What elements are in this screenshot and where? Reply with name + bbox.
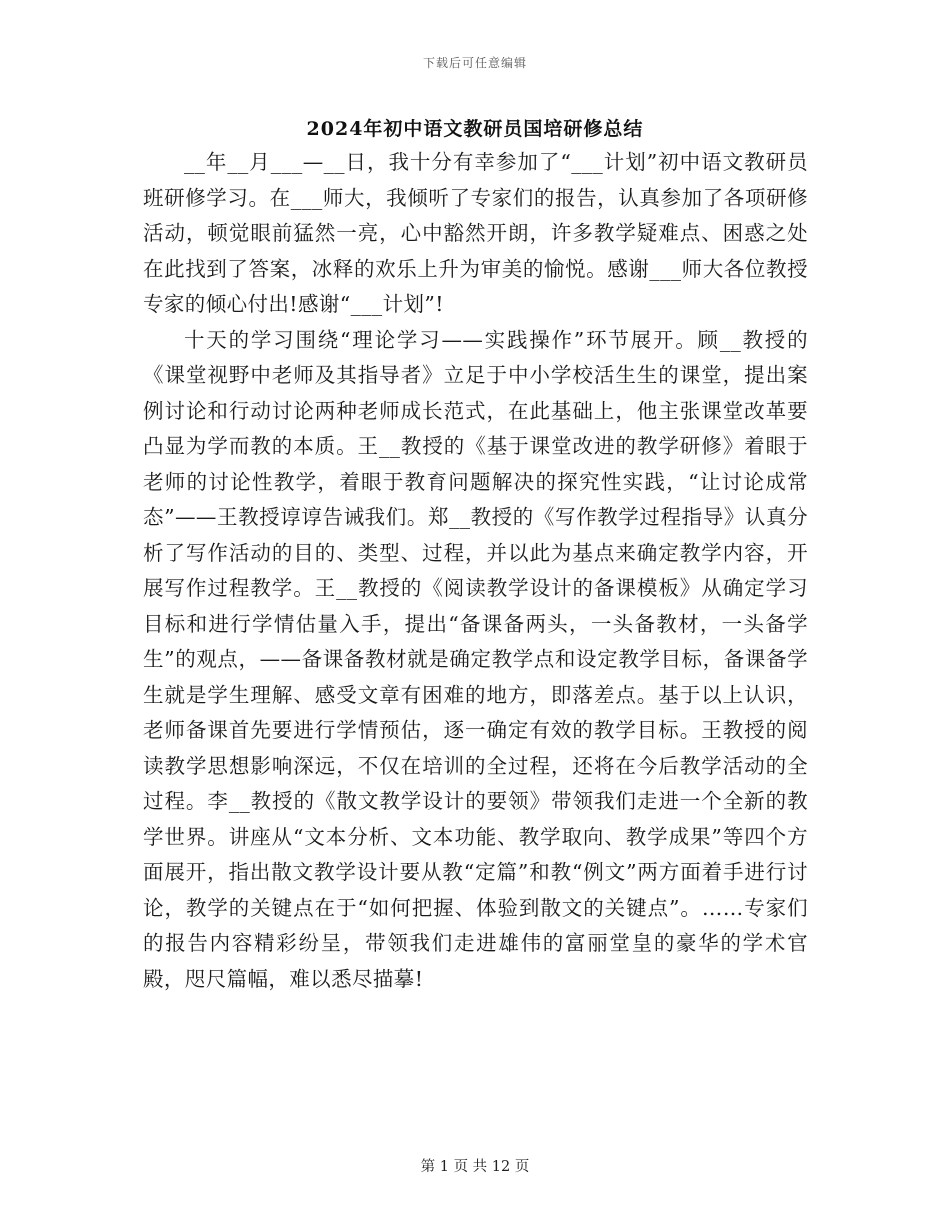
paragraph-2: 十天的学习围绕“理论学习——实践操作”环节展开。顾__教授的《课堂视野中老师及其指导者》立足于中小学校活生生的课堂，提出案例讨论和行动讨论两种老师成长范式，在此基础上，他主张课堂改革要凸显为学而教的本质。王__教授的《基于课堂改进的教学研修》着眼于老师的讨论性教学，着眼于教育问题解决的探究性实践，“让讨论成常态”——王教授谆谆告诫我们。郑__教授的《写作教学过程指导》认真分析了写作活动的目的、类型、过程，并以此为基点来确定教学内容，开展写作过程教学。王__教授的《阅读教学设计的备课模板》从确定学习目标和进行学情估量入手，提出“备课备两头，一头备教材，一头备学生”的观点，——备课备教材就是确定教学点和设定教学目标，备课备学生就是学生理解、感受文章有困难的地方，即落差点。基于以上认识，老师备课首先要进行学情预估，逐一确定有效的教学目标。王教授的阅读教学思想影响深远，不仅在培训的全过程，还将在今后教学活动的全过程。李__教授的《散文教学设计的要领》带领我们走进一个全新的教学世界。讲座从“文本分析、文本功能、教学取向、教学成果”等四个方面展开，指出散文教学设计要从教“定篇”和教“例文”两方面着手进行讨论，教学的关键点在于“如何把握、体验到散文的关键点”。……专家们的报告内容精彩纷呈，带领我们走进雄伟的富丽堂皇的豪华的学术官殿，咫尺篇幅，难以悉尽描摹! — [143, 327, 808, 991]
paragraph-1: __年__月___—__日，我十分有幸参加了“___计划”初中语文教研员班研修学习。在___师大，我倾听了专家们的报告，认真参加了各项研修活动，顿觉眼前猛然一亮，心中豁然开朗，许多教学疑难点、困惑之处在此找到了答案，冰释的欢乐上升为审美的愉悦。感谢___师大各位教授专家的倾心付出!感谢“___计划”! — [143, 150, 808, 316]
document-body — [143, 145, 808, 997]
page-number: 第 1 页 共 12 页 — [420, 1159, 530, 1175]
document-title: 2024年初中语文教研员国培研修总结 — [306, 118, 644, 140]
header-note: 下载后可任意编辑 — [422, 56, 527, 70]
